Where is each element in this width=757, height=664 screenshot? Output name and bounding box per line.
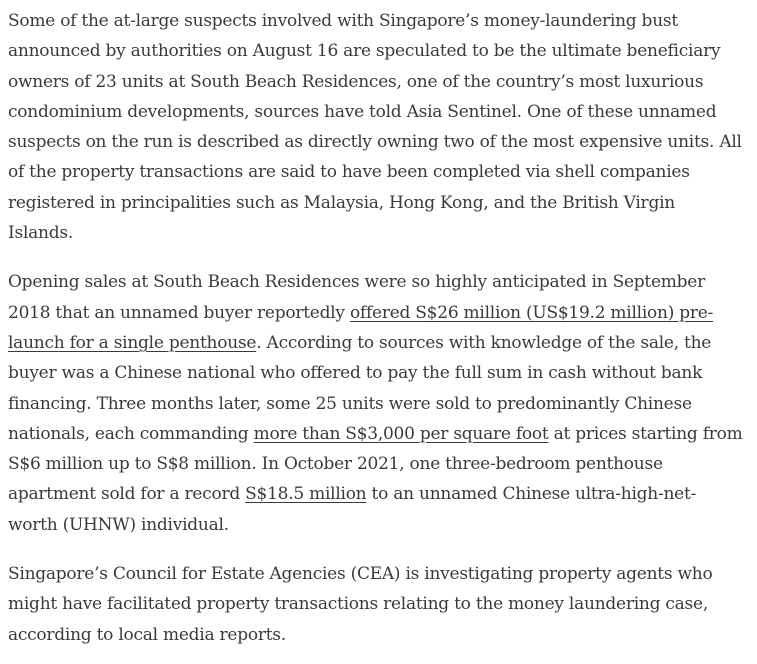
paragraph-1: Some of the at-large suspects involved with Singapore’s money-laundering bust announced by authorities on August 16 are speculated to be the ultimate beneficiary owners of 23 units at South Beach Residences, one of the country’s most luxurious condominium developments, sources have told Asia Sentinel. One of these unnamed suspects on the run is described as directly owning two of the most expensive units. All of the property transactions are said to have been completed via shell companies registered in principalities such as Malaysia, Hong Kong, and the British Virgin Islands. [8, 11, 742, 244]
paragraph-2-text-1: Opening sales at South Beach Residences were so highly anticipated in September 2018 that an unnamed buyer reportedly [8, 272, 705, 323]
paragraph-2-text-2: . According to sources with knowledge of the sale, the buyer was a Chinese national who offered to pay the full sum in cash without bank financing. Three months later, some 25 units were sold to predominantly Chinese nationals, each commanding [8, 332, 712, 444]
paragraph-2-text-4: to an unnamed Chinese ultra-high-net-worth (UHNW) individual. [8, 484, 697, 535]
paragraph-3: Singapore’s Council for Estate Agencies (CEA) is investigating property agents who might have facilitated property transactions relating to the money laundering case, according to local media reports. [8, 564, 713, 645]
link-penthouse-offer[interactable]: offered S$26 million (US$19.2 million) pre-launch for a single penthouse [8, 302, 714, 353]
paragraph-2 [8, 267, 743, 540]
link-record-sale[interactable]: S$18.5 million [245, 484, 367, 505]
paragraph-2-text-3: at prices starting from S$6 million up to S$8 million. In October 2021, one three-bedroom penthouse apartment sold for a record [8, 423, 743, 505]
link-price-per-square-foot[interactable]: more than S$3,000 per square foot [253, 423, 549, 444]
